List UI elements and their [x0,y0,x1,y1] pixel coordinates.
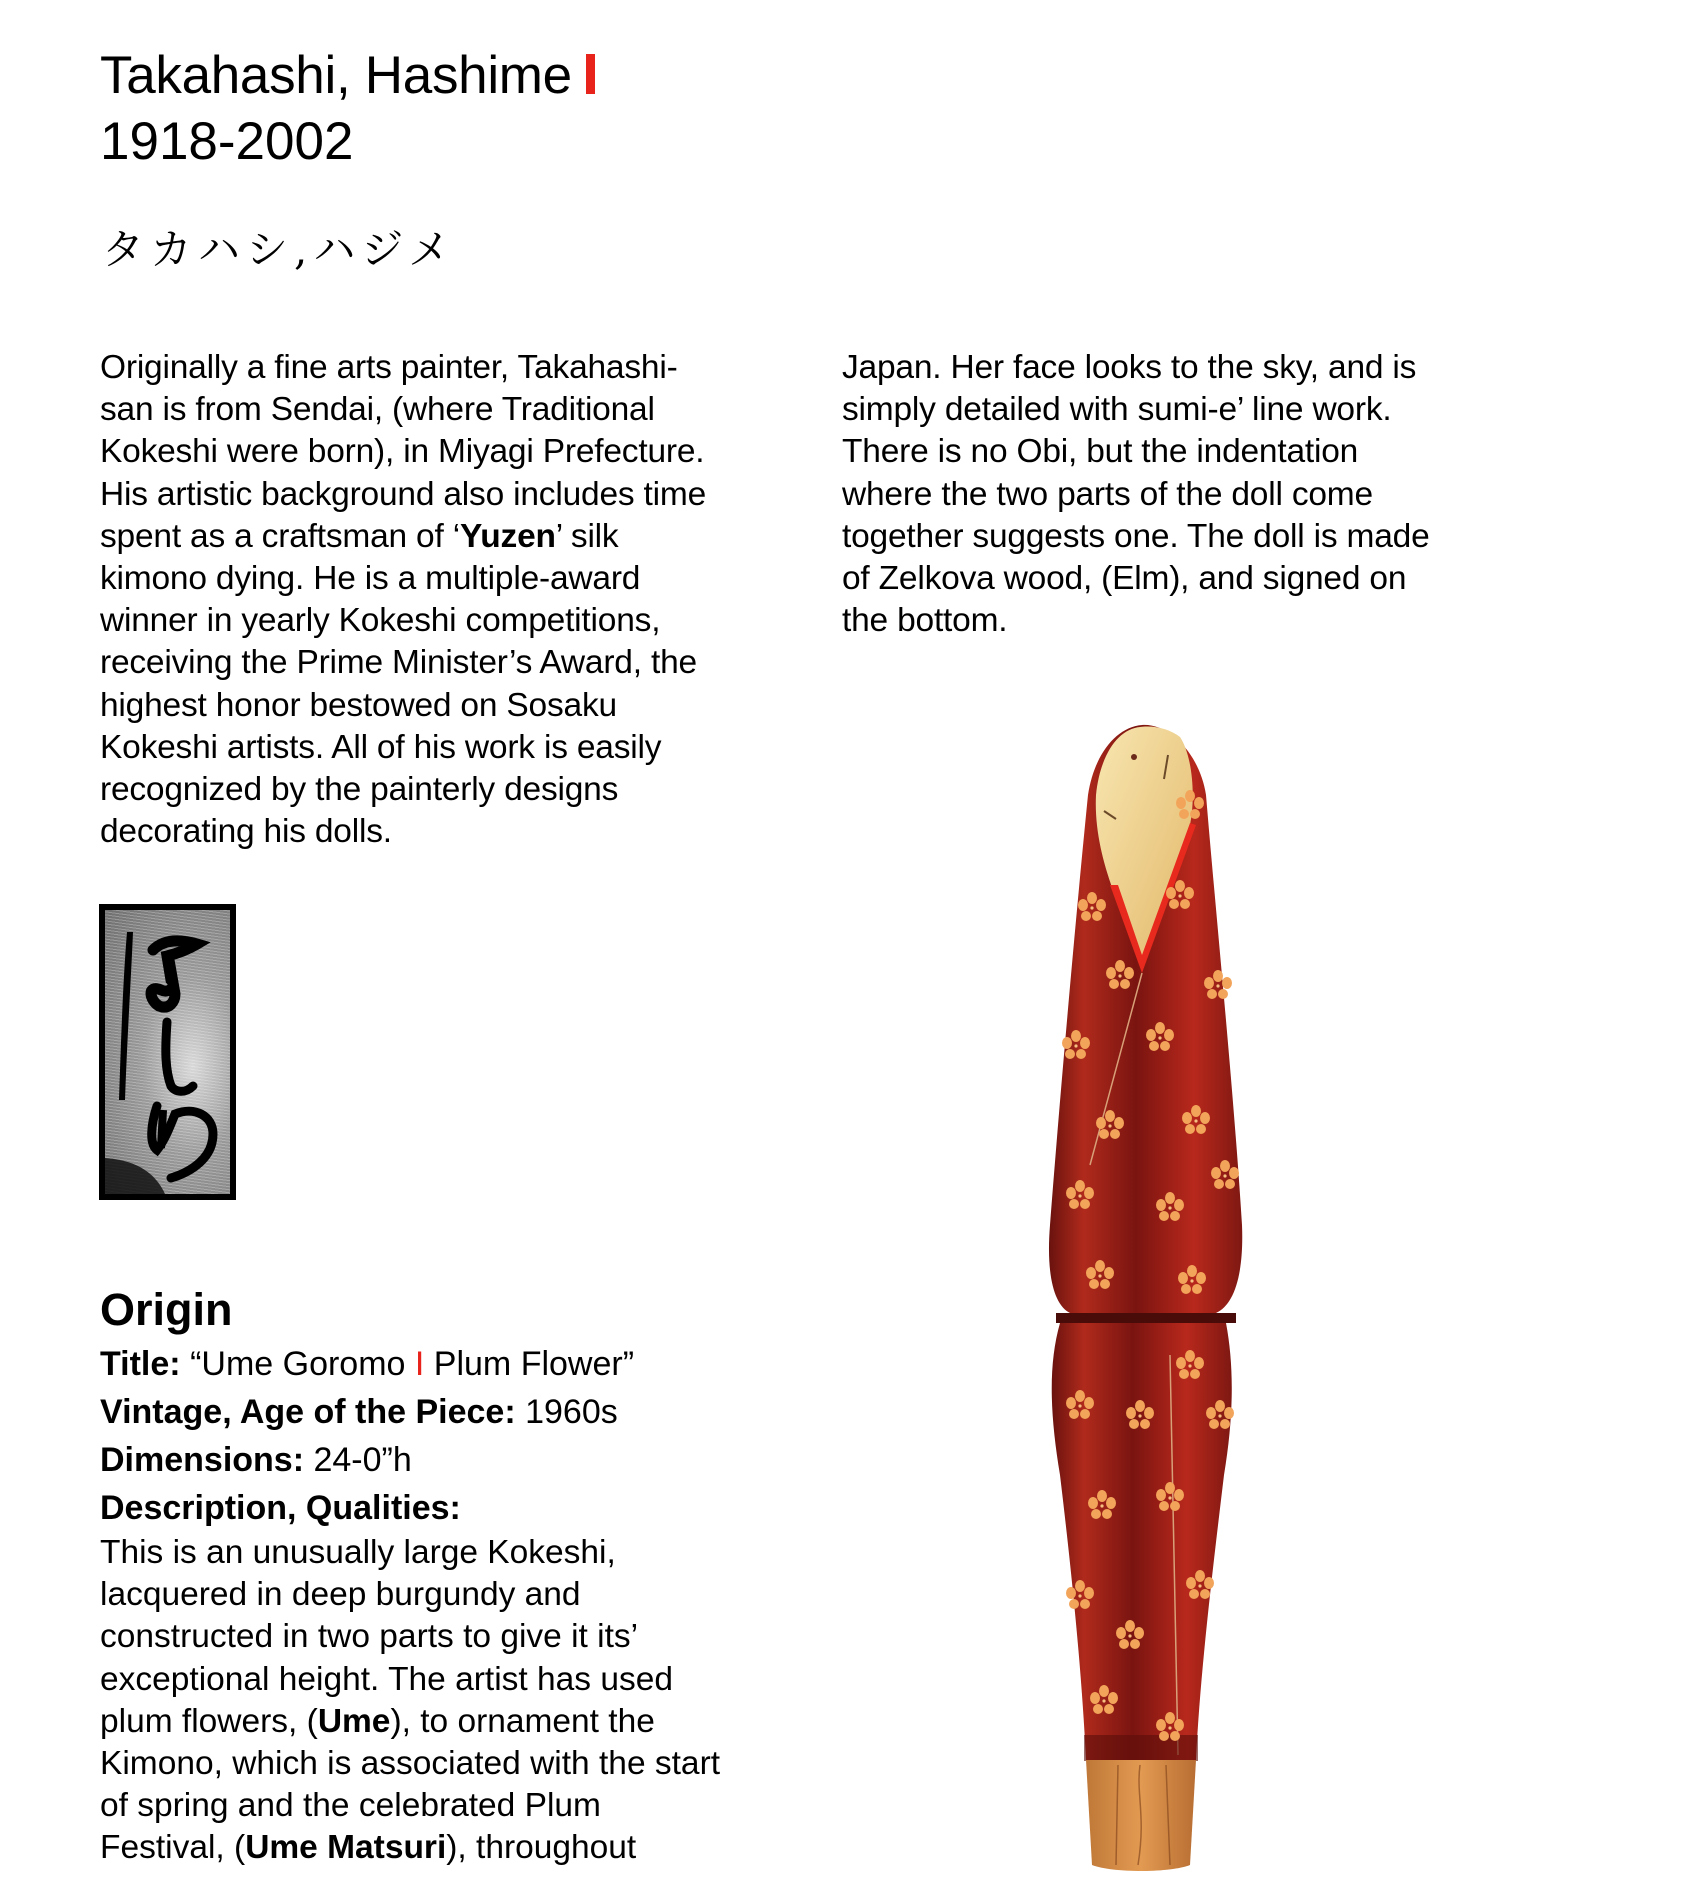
artist-signature-image [99,904,236,1200]
yuzen-term: Yuzen [459,517,556,555]
bio-paragraph: Originally a fine arts painter, Takahashi- san is from Sendai, (where Traditional Kokeshi were born), in Miyagi Prefecture. His artistic background also includes time spent as a craftsman of ‘Yuzen’ silk kimono dying. He is a multiple-award winner in yearly Kokeshi competitions, receiving the Prime Minister’s Award, the highest honor bestowed on Sosaku Kokeshi artists. All of his work is easily recognized by the painterly designs decorating his dolls. [100,349,707,851]
origin-vintage-row: Vintage, Age of the Piece: 1960s [100,1393,618,1431]
origin-title-row: Title: “Ume Goromo I Plum Flower” [100,1345,635,1383]
artist-name: Takahashi, Hashime [100,44,595,108]
origin-heading: Origin [100,1284,233,1335]
red-divider-bar [586,54,595,94]
description-continued: Japan. Her face looks to the sky, and is simply detailed with sumi-e’ line work. There is no Obi, but the indentation where the two parts of the doll come together suggests one. The doll is made of Zelkova wood, (Elm), and signed on the bottom. [842,349,1430,640]
artist-name-katakana: タカハシ,ハジメ [102,225,457,274]
artist-dates: 1918-2002 [100,112,354,171]
origin-description-label: Description, Qualities: [100,1489,461,1527]
kokeshi-doll-photo [1020,715,1270,1880]
origin-dimensions-row: Dimensions: 24-0”h [100,1441,412,1479]
red-separator: I [414,1345,425,1383]
origin-description-text: This is an unusually large Kokeshi, lacquered in deep burgundy and constructed in two parts to give it its’ exceptional height. The artist has used plum flowers, (Ume), to ornament the Kimono, which is associated with the start of spring and the celebrated Plum Festival, (Ume Matsuri), throughout [100,1534,721,1867]
